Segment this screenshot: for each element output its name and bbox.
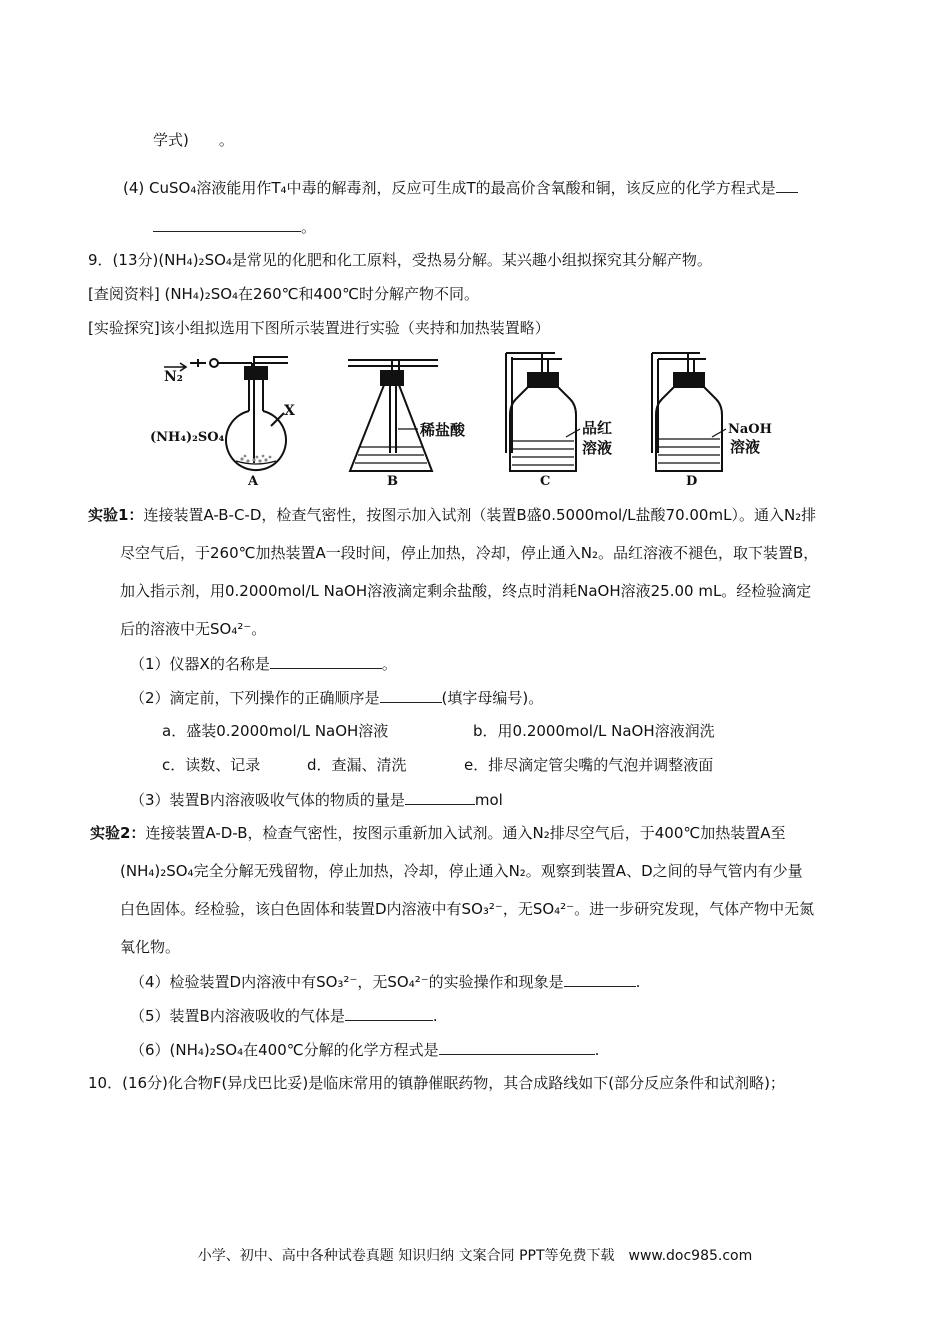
q8-part4-end: 。 (301, 218, 317, 236)
label-b: B (387, 474, 398, 488)
exp2-line1 (90, 823, 785, 843)
answer-blank[interactable] (564, 971, 636, 987)
answer-blank[interactable] (270, 653, 382, 669)
sub-question-4 (130, 971, 640, 992)
q8-part4-text: (4) CuSO₄溶液能用作T₄中毒的解毒剂，反应可生成T的最高价含氧酸和铜，该反应的化学方程式是 (123, 179, 776, 197)
exp2-line4: 氧化物。 (120, 938, 181, 956)
q9-explore: [实验探究]该小组拟选用下图所示装置进行实验（夹持和加热装置略） (88, 319, 550, 337)
answer-blank[interactable] (153, 216, 301, 232)
reagent-c-label-1: 品红 (582, 419, 613, 437)
q9-header: 9．(13分)(NH₄)₂SO₄是常见的化肥和化工原料，受热易分解。某兴趣小组拟探究其分解产物。 (88, 251, 712, 269)
sub1-end: 。 (381, 655, 397, 673)
sub5-end: . (432, 1007, 438, 1025)
option-b: b．用0.2000mol/L NaOH溶液润洗 (473, 722, 715, 740)
wash-bottle-c (506, 353, 580, 471)
exp2-text-1: 连接装置A-D-B，检查气密性，按图示重新加入试剂。通入N₂排尽空气后，于400℃加热装置A至 (145, 824, 786, 842)
q8-formula-tail: 学式) 。 (153, 131, 234, 149)
sub3-text: （3）装置B内溶液吸收气体的物质的量是 (130, 791, 405, 809)
answer-blank[interactable] (439, 1039, 595, 1055)
exp1-text-1: 连接装置A-B-C-D，检查气密性，按图示加入试剂（装置B盛0.5000mol/L盐酸70.00mL）。通入N₂排 (143, 506, 817, 524)
exp2-title: 实验2： (90, 824, 146, 842)
sub-question-2 (130, 687, 543, 708)
sub-question-3 (130, 789, 503, 810)
exp1-title: 实验1： (88, 506, 144, 524)
conical-flask-b (348, 360, 438, 471)
sub4-end: . (635, 973, 641, 991)
sub-question-5 (130, 1005, 438, 1026)
option-d: d．查漏、清洗 (307, 756, 407, 774)
exp1-line1 (88, 505, 816, 525)
sub-question-1 (130, 653, 397, 674)
reagent-b-label: 稀盐酸 (420, 421, 466, 439)
sub4-text: （4）检验装置D内溶液中有SO₃²⁻，无SO₄²⁻的实验操作和现象是 (130, 973, 564, 991)
label-x: X (284, 403, 295, 419)
exp2-line2: (NH₄)₂SO₄完全分解无残留物，停止加热，冷却，停止通入N₂。观察到装置A、D之间的导气管内有少量 (120, 862, 803, 880)
option-e: e．排尽滴定管尖嘴的气泡并调整液面 (464, 756, 714, 774)
gas-label: N₂ (164, 369, 183, 385)
sub3-end: mol (474, 791, 503, 809)
reagent-d-label-2: 溶液 (730, 438, 761, 456)
page-footer: 小学、初中、高中各种试卷真题 知识归纳 文案合同 PPT等免费下载 www.doc985.com (197, 1248, 753, 1264)
answer-blank[interactable] (345, 1005, 433, 1021)
exp1-line4: 后的溶液中无SO₄²⁻。 (120, 620, 267, 638)
exp1-line2: 尽空气后，于260℃加热装置A一段时间，停止加热，冷却，停止通入N₂。品红溶液不褪色，取下装置B， (120, 544, 819, 562)
exp2-line3: 白色固体。经检验，该白色固体和装置D内溶液中有SO₃²⁻，无SO₄²⁻。进一步研究发现，气体产物中无氮 (120, 900, 815, 918)
option-c: c．读数、记录 (162, 756, 261, 774)
sub2-end: (填字母编号)。 (441, 689, 544, 707)
q9-lookup: [查阅资料] (NH₄)₂SO₄在260℃和400℃时分解产物不同。 (88, 285, 479, 303)
sub5-text: （5）装置B内溶液吸收的气体是 (130, 1007, 345, 1025)
sub6-text: （6）(NH₄)₂SO₄在400℃分解的化学方程式是 (130, 1041, 439, 1059)
label-c: C (540, 474, 551, 488)
wash-bottle-d (652, 353, 726, 471)
sub1-text: （1）仪器X的名称是 (130, 655, 270, 673)
q8-part4-cont (153, 216, 316, 237)
reagent-c-label-2: 溶液 (582, 439, 613, 457)
q10-header: 10．(16分)化合物F(异戊巴比妥)是临床常用的镇静催眠药物，其合成路线如下(部分反应条件和试剂略)； (88, 1074, 785, 1092)
answer-blank[interactable] (776, 177, 798, 193)
flask-a (190, 357, 288, 470)
solid-sample (240, 455, 271, 463)
q8-part4 (123, 177, 798, 198)
label-d: D (686, 474, 698, 488)
option-a: a．盛装0.2000mol/L NaOH溶液 (162, 722, 389, 740)
answer-blank[interactable] (405, 789, 475, 805)
reagent-d-label-1: NaOH (728, 422, 772, 437)
sub6-end: . (594, 1041, 600, 1059)
sub-question-6 (130, 1039, 599, 1060)
apparatus-figure (150, 343, 790, 488)
answer-blank[interactable] (380, 687, 442, 703)
sub2-text: （2）滴定前，下列操作的正确顺序是 (130, 689, 380, 707)
reagent-a-label: (NH₄)₂SO₄ (150, 430, 225, 445)
label-a: A (248, 474, 259, 488)
exp1-line3: 加入指示剂，用0.2000mol/L NaOH溶液滴定剩余盐酸，终点时消耗NaOH溶液25.00 mL。经检验滴定 (120, 582, 812, 600)
